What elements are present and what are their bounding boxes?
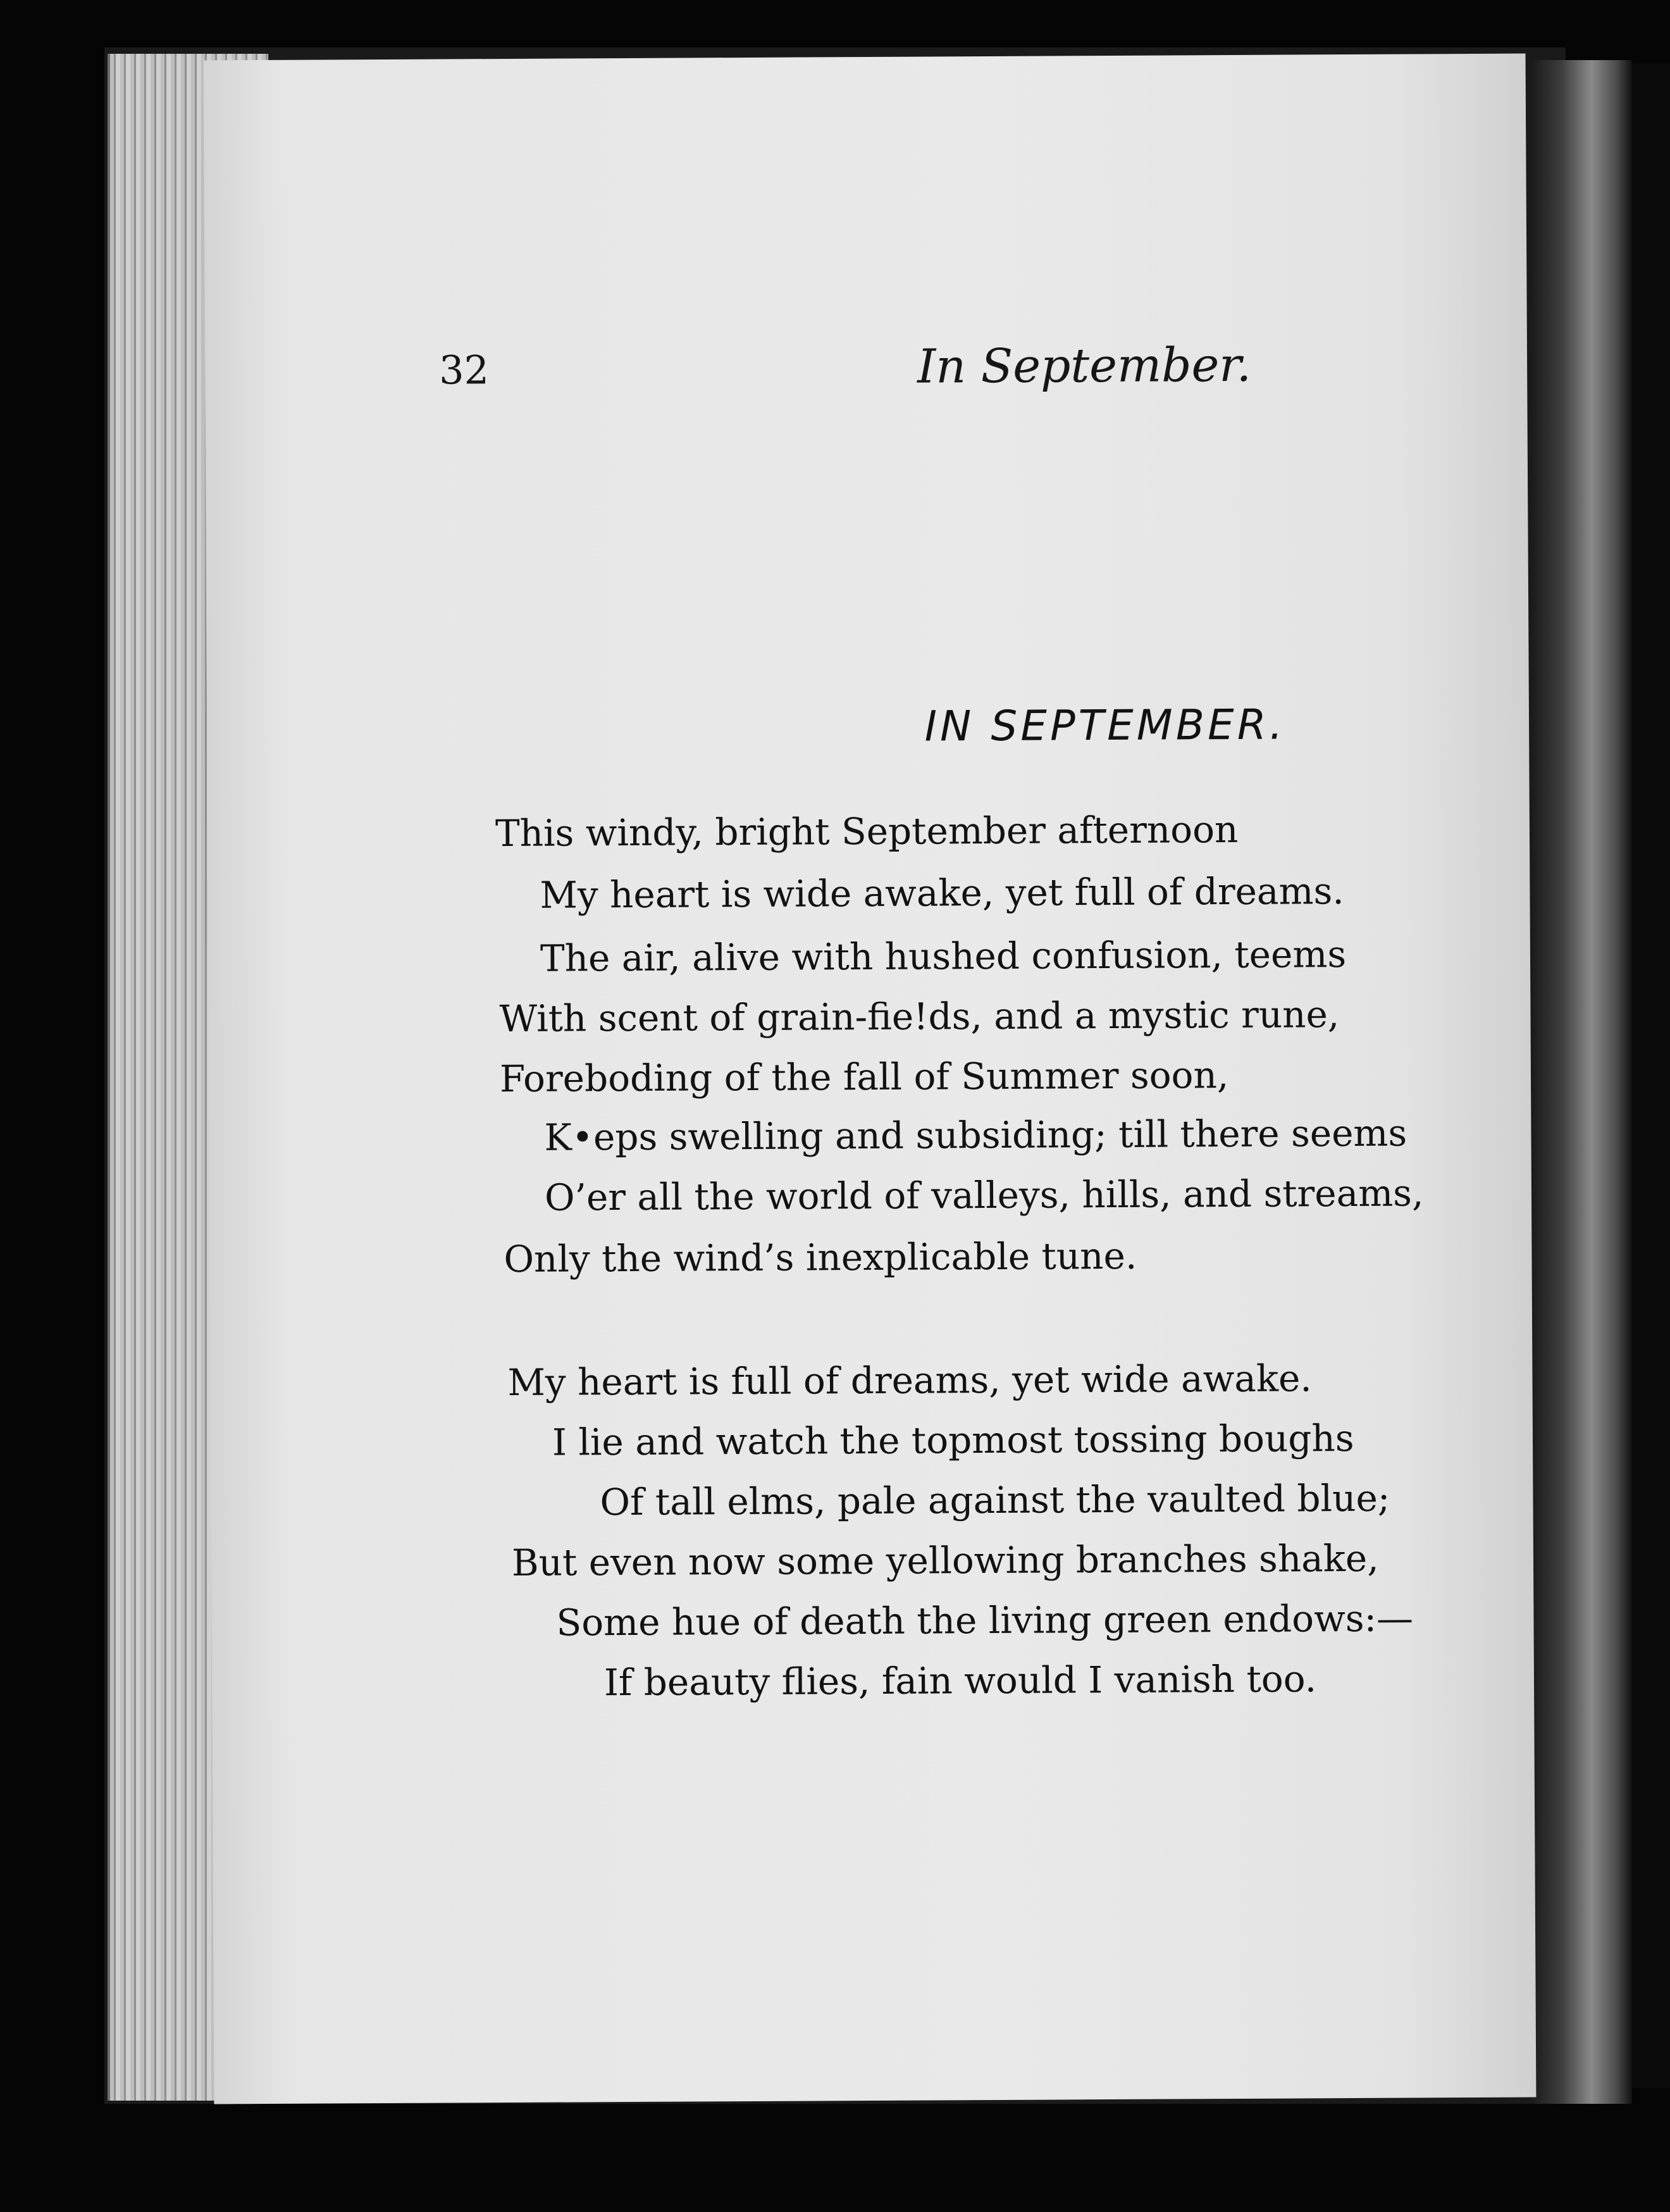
poem-line: If beauty flies, fain would I vanish too. (603, 1657, 1317, 1705)
facing-page-edge (1632, 63, 1670, 2088)
poem-line: My heart is wide awake, yet full of dreams. (540, 869, 1344, 917)
poem-line: But even now some yellowing branches shake, (511, 1536, 1379, 1584)
poem-line: Foreboding of the fall of Summer soon, (499, 1053, 1229, 1101)
poem-line: Only the wind’s inexplicable tune. (504, 1234, 1137, 1281)
poem-line: With scent of grain-fie!ds, and a mystic rune, (499, 993, 1340, 1041)
poem-line: The air, alive with hushed confusion, teems (540, 933, 1347, 980)
gutter-shadow (1531, 60, 1632, 2104)
page-number: 32 (438, 347, 490, 394)
running-head (205, 337, 1527, 406)
poem-line: O’er all the world of valleys, hills, and streams, (544, 1171, 1424, 1219)
poem-line: My heart is full of dreams, yet wide awake. (507, 1357, 1312, 1405)
poem-line: I lie and watch the topmost tossing boughs (552, 1416, 1354, 1464)
poem-line: This windy, bright September afternoon (495, 807, 1239, 855)
poem-title: IN SEPTEMBER. (924, 700, 1286, 751)
book-page (204, 54, 1537, 2104)
poem-line: Of tall elms, pale against the vaulted blue; (600, 1476, 1390, 1524)
running-title: In September. (917, 337, 1252, 394)
poem-line: K•eps swelling and subsiding; till there seems (544, 1111, 1407, 1159)
poem-line: Some hue of death the living green endows:— (556, 1596, 1414, 1644)
